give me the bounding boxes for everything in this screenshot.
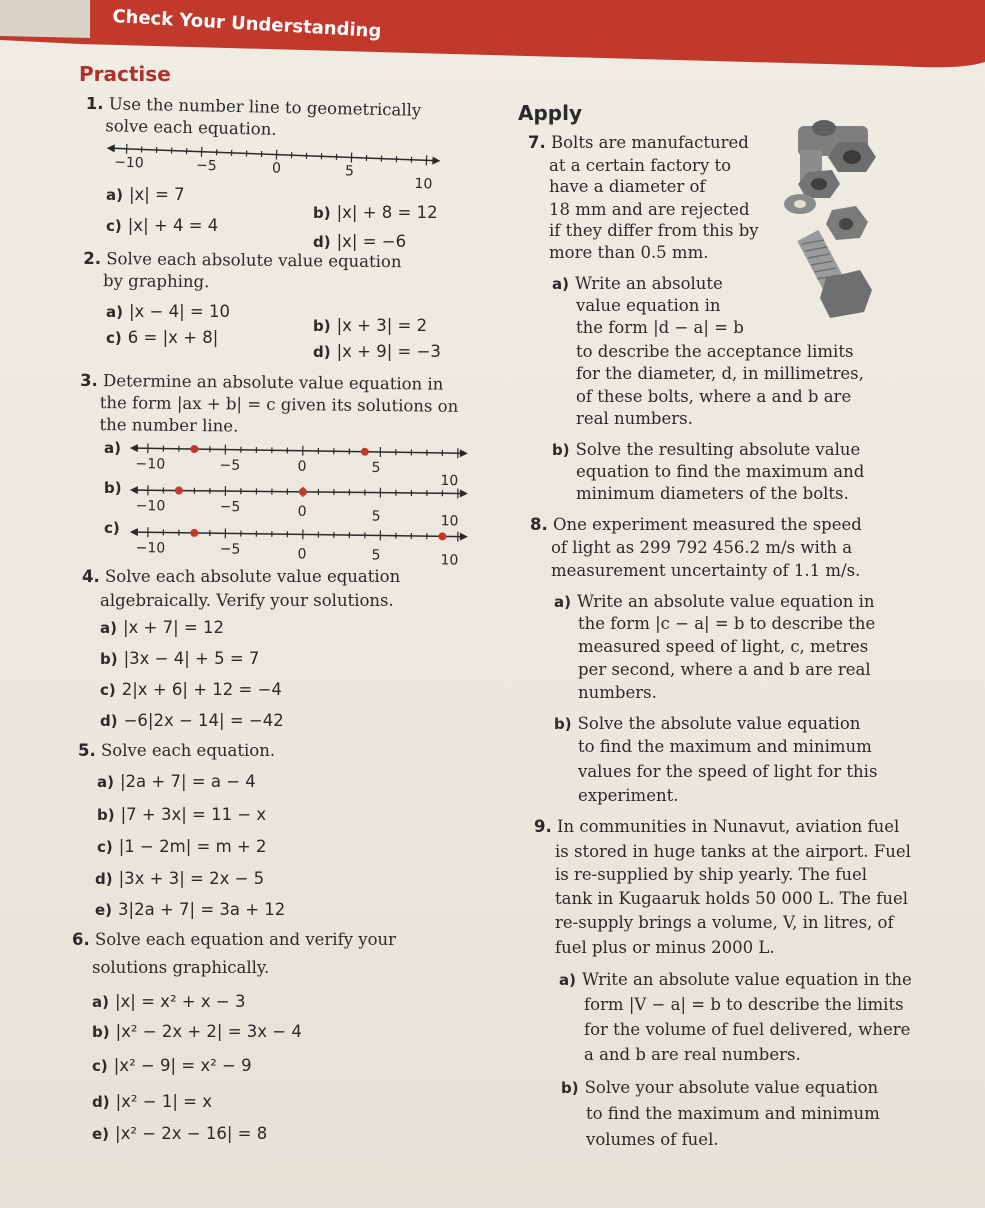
q7-b-1: b) Solve the resulting absolute value [552, 440, 861, 459]
q1-d: d) |x| = −6 [313, 232, 407, 251]
q3-tick-label: −10 [135, 456, 166, 473]
q4-line1: 4. Solve each absolute value equation [82, 567, 401, 586]
q3-tick-label: −5 [219, 457, 241, 474]
solution-point [299, 488, 307, 496]
q9-intro-2: is stored in huge tanks at the airport. Fuel [555, 842, 911, 861]
q3-tick-label: −5 [219, 541, 241, 558]
q8-b-3: values for the speed of light for this [578, 762, 878, 781]
q7-intro-3: have a diameter of [549, 177, 706, 196]
q3-c-label: c) [104, 519, 120, 537]
q3-line3: the number line. [99, 415, 239, 436]
q9-intro-3: is re-supplied by ship yearly. The fuel [555, 865, 867, 884]
q9-a-3: for the volume of fuel delivered, where [584, 1020, 911, 1039]
q8-intro-1: 8. One experiment measured the speed [530, 515, 862, 534]
q5-b: b) |7 + 3x| = 11 − x [97, 805, 267, 824]
q1-c: c) |x| + 4 = 4 [106, 216, 219, 235]
q5-c: c) |1 − 2m| = m + 2 [97, 837, 267, 856]
q7-a-1: a) Write an absolute [552, 274, 723, 293]
q4-d: d) −6|2x − 14| = −42 [100, 711, 284, 730]
solution-point [190, 445, 198, 453]
q1-tick-label: 5 [344, 163, 355, 180]
q6-line1: 6. Solve each equation and verify your [72, 930, 397, 949]
q7-a-4: to describe the acceptance limits [576, 342, 854, 361]
q8-b-4: experiment. [578, 786, 679, 805]
q8-a-1: a) Write an absolute value equation in [554, 592, 875, 611]
q2-d: d) |x + 9| = −3 [313, 342, 441, 361]
q7-a-6: of these bolts, where a and b are [576, 387, 852, 406]
q7-a-3: the form |d − a| = b [576, 318, 744, 337]
q1-b: b) |x| + 8 = 12 [313, 203, 438, 222]
q8-a-5: numbers. [578, 683, 657, 702]
banner-title: Check Your Understanding [111, 6, 382, 42]
q3-a-number-line [128, 440, 468, 490]
q9-b-1: b) Solve your absolute value equation [561, 1078, 879, 1097]
solution-point [361, 448, 369, 456]
q3-tick-label: −10 [135, 540, 166, 557]
q6-c: c) |x² − 9| = x² − 9 [92, 1056, 252, 1075]
q1-line2: solve each equation. [105, 116, 277, 139]
q9-a-4: a and b are real numbers. [584, 1045, 801, 1064]
q7-b-2: equation to find the maximum and [576, 462, 865, 481]
q5-d: d) |3x + 3| = 2x − 5 [95, 869, 265, 888]
q3-b-number-line [128, 482, 468, 530]
q9-intro-1: 9. In communities in Nunavut, aviation fuel [534, 817, 900, 836]
q9-a-2: form |V − a| = b to describe the limits [584, 995, 904, 1014]
q6-d: d) |x² − 1| = x [92, 1092, 212, 1111]
q5-e: e) 3|2a + 7| = 3a + 12 [95, 900, 286, 919]
q3-tick-label: 10 [440, 513, 459, 530]
q7-a-5: for the diameter, d, in millimetres, [576, 364, 864, 383]
q3-tick-label: 10 [440, 472, 459, 490]
q3-tick-label: 0 [297, 458, 307, 475]
q5-a: a) |2a + 7| = a − 4 [97, 772, 256, 791]
q8-intro-2: of light as 299 792 456.2 m/s with a [551, 538, 853, 557]
q8-a-4: per second, where a and b are real [578, 660, 871, 679]
q3-line2: the form |ax + b| = c given its solutions on [99, 393, 459, 416]
solution-point [438, 532, 446, 540]
q3-tick-label: 0 [297, 503, 307, 520]
q3-c-number-line [128, 524, 468, 568]
q1-tick-label: −5 [195, 157, 218, 175]
q3-tick-label: 10 [440, 552, 459, 569]
q9-intro-6: fuel plus or minus 2000 L. [555, 938, 775, 957]
q2-c: c) 6 = |x + 8| [106, 328, 219, 347]
q1-tick-label: 0 [271, 160, 282, 177]
q2-a: a) |x − 4| = 10 [106, 302, 230, 321]
q9-intro-5: re-supply brings a volume, V, in litres, of [555, 913, 894, 932]
q3-tick-label: −10 [135, 498, 166, 515]
q3-tick-label: 5 [371, 508, 381, 525]
solution-point [175, 486, 183, 494]
q6-b: b) |x² − 2x + 2| = 3x − 4 [92, 1022, 302, 1041]
q4-b: b) |3x − 4| + 5 = 7 [100, 649, 260, 668]
q8-a-3: measured speed of light, c, metres [578, 637, 869, 656]
q1-tick-label: −10 [113, 154, 144, 172]
q8-intro-3: measurement uncertainty of 1.1 m/s. [551, 561, 861, 580]
q9-b-2: to find the maximum and minimum [586, 1104, 880, 1123]
q9-a-1: a) Write an absolute value equation in the [559, 970, 912, 989]
q7-intro-5: if they differ from this by [549, 221, 759, 240]
q2-line1: 2. Solve each absolute value equation [83, 248, 402, 272]
q7-intro-1: 7. Bolts are manufactured [528, 133, 749, 152]
q1-number-line [105, 140, 445, 193]
q7-a-2: value equation in [576, 296, 721, 315]
q3-tick-label: 5 [371, 459, 381, 476]
q1-a: a) |x| = 7 [106, 185, 185, 204]
q1-line1: 1. Use the number line to geometrically [85, 93, 422, 120]
q2-line2: by graphing. [102, 271, 210, 292]
section-apply: Apply [518, 101, 583, 125]
q8-b-2: to find the maximum and minimum [578, 737, 872, 756]
q7-b-3: minimum diameters of the bolts. [576, 484, 849, 503]
q3-tick-label: −5 [219, 498, 241, 516]
q3-line1: 3. Determine an absolute value equation in [79, 370, 444, 394]
q6-e: e) |x² − 2x − 16| = 8 [92, 1124, 268, 1143]
q4-a: a) |x + 7| = 12 [100, 618, 224, 637]
q1-tick-label: 10 [414, 175, 433, 193]
q8-a-2: the form |c − a| = b to describe the [578, 614, 876, 633]
q7-a-7: real numbers. [576, 409, 693, 428]
q3-tick-label: 5 [371, 547, 381, 564]
q4-c: c) 2|x + 6| + 12 = −4 [100, 680, 282, 699]
bolts-and-nuts-photo [780, 112, 880, 327]
q9-intro-4: tank in Kugaaruk holds 50 000 L. The fuel [555, 889, 909, 908]
q8-b-1: b) Solve the absolute value equation [554, 714, 861, 733]
q3-a-label: a) [104, 439, 121, 457]
q7-intro-4: 18 mm and are rejected [549, 200, 750, 219]
q3-b-label: b) [104, 479, 122, 497]
solution-point [190, 529, 198, 537]
q5-line1: 5. Solve each equation. [78, 741, 276, 760]
section-practise: Practise [79, 62, 171, 86]
q6-line2: solutions graphically. [92, 958, 270, 977]
q7-intro-2: at a certain factory to [549, 156, 732, 175]
q4-line2: algebraically. Verify your solutions. [100, 591, 394, 610]
q2-b: b) |x + 3| = 2 [313, 316, 428, 335]
q3-tick-label: 0 [297, 546, 307, 563]
q9-b-3: volumes of fuel. [586, 1130, 719, 1149]
q6-a: a) |x| = x² + x − 3 [92, 992, 246, 1011]
q7-intro-6: more than 0.5 mm. [549, 243, 709, 262]
